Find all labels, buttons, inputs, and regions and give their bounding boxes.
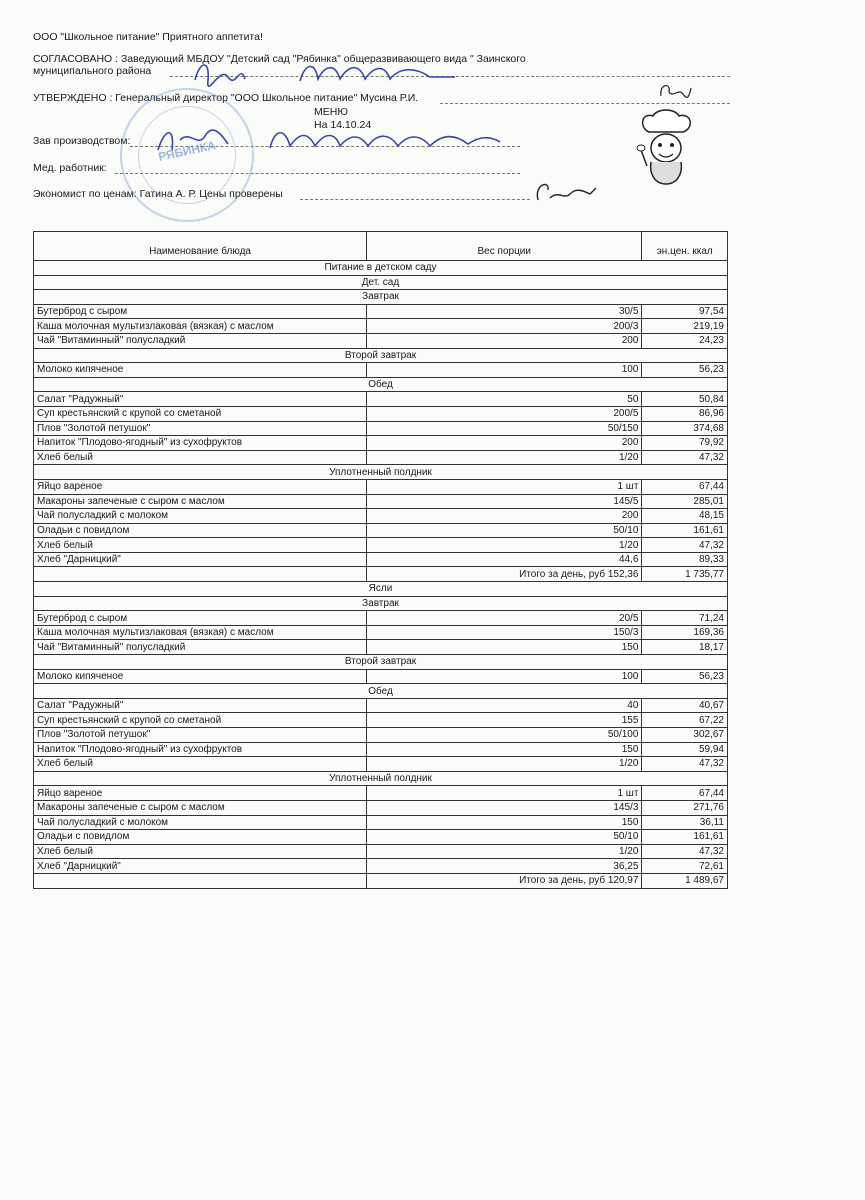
section-row (34, 596, 728, 611)
dish-name: Чай "Витаминный" полусладкий (34, 640, 367, 655)
dish-weight: 50/150 (367, 421, 642, 436)
dish-weight: 50/100 (367, 728, 642, 743)
dish-name: Салат "Радужный" (34, 698, 367, 713)
dish-weight: 50 (367, 392, 642, 407)
section-label: Уплотненный полдник (34, 465, 728, 480)
table-row (34, 450, 728, 465)
dish-kcal: 24,23 (642, 333, 728, 348)
economist-signature (530, 178, 600, 206)
dish-kcal: 79,92 (642, 436, 728, 451)
dish-weight: 145/5 (367, 494, 642, 509)
dish-name: Суп крестьянский с крупой со сметаной (34, 406, 367, 421)
dish-weight: 200/5 (367, 406, 642, 421)
table-row (34, 509, 728, 524)
table-row (34, 611, 728, 626)
section-row (34, 655, 728, 670)
dish-kcal: 285,01 (642, 494, 728, 509)
section-row (34, 684, 728, 699)
section-row (34, 377, 728, 392)
dish-weight: 200 (367, 509, 642, 524)
dish-weight: 100 (367, 363, 642, 378)
dish-kcal: 47,32 (642, 844, 728, 859)
table-row (34, 319, 728, 334)
approved-signature (655, 80, 695, 104)
table-row (34, 523, 728, 538)
table-row (34, 728, 728, 743)
table-row (34, 494, 728, 509)
table-row (34, 625, 728, 640)
dish-name: Напиток "Плодово-ягодный" из сухофруктов (34, 742, 367, 757)
dish-kcal: 271,76 (642, 800, 728, 815)
dish-name: Напиток "Плодово-ягодный" из сухофруктов (34, 436, 367, 451)
table-row (34, 815, 728, 830)
column-header-weight: Вес порции (367, 232, 642, 261)
dish-weight: 36,25 (367, 859, 642, 874)
total-row (34, 567, 728, 582)
dish-kcal: 67,44 (642, 479, 728, 494)
dish-weight: 150/3 (367, 625, 642, 640)
dish-kcal: 97,54 (642, 304, 728, 319)
section-label: Второй завтрак (34, 655, 728, 670)
dish-weight: 1/20 (367, 757, 642, 772)
dish-name: Оладьи с повидлом (34, 830, 367, 845)
dish-name: Яйцо вареное (34, 479, 367, 494)
dish-name: Хлеб белый (34, 450, 367, 465)
column-header-dish: Наименование блюда (34, 232, 367, 261)
agreed-line-1: СОГЛАСОВАНО : Заведующий МБДОУ "Детский сад "Рябинка" общеразвивающего вида " Заинского (33, 53, 526, 65)
dish-kcal: 86,96 (642, 406, 728, 421)
total-row (34, 873, 728, 888)
total-label: Итого за день, руб 120,97 (367, 873, 642, 888)
dish-name: Чай "Витаминный" полусладкий (34, 333, 367, 348)
table-row (34, 800, 728, 815)
dish-kcal: 48,15 (642, 509, 728, 524)
section-label: Уплотненный полдник (34, 771, 728, 786)
table-row (34, 552, 728, 567)
chef-logo-icon (635, 108, 697, 188)
dish-kcal: 36,11 (642, 815, 728, 830)
section-label: Второй завтрак (34, 348, 728, 363)
dish-kcal: 40,67 (642, 698, 728, 713)
section-row (34, 771, 728, 786)
dish-name: Молоко кипяченое (34, 669, 367, 684)
table-row (34, 421, 728, 436)
table-header-row (34, 232, 728, 261)
production-head-label: Зав производством: (33, 135, 131, 147)
table-row (34, 669, 728, 684)
table-row (34, 392, 728, 407)
dish-name: Каша молочная мультизлаковая (вязкая) с маслом (34, 319, 367, 334)
section-label: Завтрак (34, 596, 728, 611)
dish-name: Хлеб белый (34, 844, 367, 859)
dish-kcal: 59,94 (642, 742, 728, 757)
production-head-signature (150, 122, 510, 157)
table-row (34, 479, 728, 494)
table-row (34, 304, 728, 319)
menu-table-body (34, 261, 728, 889)
dish-kcal: 219,19 (642, 319, 728, 334)
dish-name: Бутерброд с сыром (34, 611, 367, 626)
dish-kcal: 47,32 (642, 538, 728, 553)
dish-kcal: 161,61 (642, 830, 728, 845)
section-label: Ясли (34, 582, 728, 597)
menu-date: На 14.10.24 (314, 119, 372, 131)
table-row (34, 333, 728, 348)
column-header-kcal: эн.цен. ккал (642, 232, 728, 261)
dish-name: Плов "Золотой петушок" (34, 421, 367, 436)
dish-weight: 50/10 (367, 523, 642, 538)
economist-line: Экономист по ценам: Гатина А. Р. Цены проверены (33, 188, 283, 200)
section-label: Завтрак (34, 290, 728, 305)
section-row (34, 275, 728, 290)
section-row (34, 290, 728, 305)
dish-name: Салат "Радужный" (34, 392, 367, 407)
dish-name: Макароны запеченые с сыром с маслом (34, 494, 367, 509)
dish-name: Хлеб белый (34, 757, 367, 772)
dish-weight: 1 шт (367, 479, 642, 494)
dish-weight: 30/5 (367, 304, 642, 319)
dish-kcal: 161,61 (642, 523, 728, 538)
dish-kcal: 47,32 (642, 450, 728, 465)
dish-kcal: 50,84 (642, 392, 728, 407)
section-row (34, 465, 728, 480)
dish-kcal: 56,23 (642, 669, 728, 684)
dish-weight: 150 (367, 815, 642, 830)
dish-kcal: 72,61 (642, 859, 728, 874)
dish-weight: 20/5 (367, 611, 642, 626)
table-row (34, 830, 728, 845)
dish-kcal: 18,17 (642, 640, 728, 655)
total-kcal: 1 735,77 (642, 567, 728, 582)
dish-kcal: 374,68 (642, 421, 728, 436)
dish-weight: 1/20 (367, 538, 642, 553)
dish-name: Чай полусладкий с молоком (34, 815, 367, 830)
table-row (34, 713, 728, 728)
table-row (34, 406, 728, 421)
dish-weight: 145/3 (367, 800, 642, 815)
dish-weight: 200 (367, 436, 642, 451)
dish-kcal: 89,33 (642, 552, 728, 567)
approved-line: УТВЕРЖДЕНО : Генеральный директор "ООО Школьное питание" Мусина Р.И. (33, 92, 419, 104)
table-row (34, 859, 728, 874)
medic-label: Мед. работник: (33, 162, 107, 174)
dish-name: Хлеб "Дарницкий" (34, 552, 367, 567)
dish-weight: 1 шт (367, 786, 642, 801)
dish-name: Чай полусладкий с молоком (34, 509, 367, 524)
economist-signature-line (300, 199, 530, 200)
section-label: Обед (34, 377, 728, 392)
section-row (34, 348, 728, 363)
table-row (34, 436, 728, 451)
total-kcal: 1 489,67 (642, 873, 728, 888)
dish-name: Суп крестьянский с крупой со сметаной (34, 713, 367, 728)
dish-weight: 150 (367, 742, 642, 757)
dish-name: Яйцо вареное (34, 786, 367, 801)
section-label: Дет. сад (34, 275, 728, 290)
dish-kcal: 71,24 (642, 611, 728, 626)
section-row (34, 582, 728, 597)
dish-kcal: 56,23 (642, 363, 728, 378)
dish-name: Хлеб "Дарницкий" (34, 859, 367, 874)
table-row (34, 786, 728, 801)
table-row (34, 538, 728, 553)
dish-kcal: 169,36 (642, 625, 728, 640)
agreed-signature (190, 55, 470, 90)
dish-weight: 40 (367, 698, 642, 713)
dish-kcal: 47,32 (642, 757, 728, 772)
menu-table (33, 231, 728, 889)
section-label: Питание в детском саду (34, 261, 728, 276)
dish-weight: 200 (367, 333, 642, 348)
section-label: Обед (34, 684, 728, 699)
dish-weight: 155 (367, 713, 642, 728)
total-label: Итого за день, руб 152,36 (367, 567, 642, 582)
total-empty-cell (34, 873, 367, 888)
dish-name: Бутерброд с сыром (34, 304, 367, 319)
total-empty-cell (34, 567, 367, 582)
dish-name: Плов "Золотой петушок" (34, 728, 367, 743)
dish-weight: 1/20 (367, 844, 642, 859)
table-row (34, 757, 728, 772)
dish-name: Оладьи с повидлом (34, 523, 367, 538)
dish-kcal: 67,22 (642, 713, 728, 728)
dish-name: Каша молочная мультизлаковая (вязкая) с маслом (34, 625, 367, 640)
company-line: ООО "Школьное питание" Приятного аппетита! (33, 31, 263, 43)
dish-weight: 1/20 (367, 450, 642, 465)
stamp-text: РЯБИНКА (157, 138, 217, 164)
dish-name: Макароны запеченые с сыром с маслом (34, 800, 367, 815)
table-row (34, 844, 728, 859)
table-row (34, 742, 728, 757)
table-row (34, 698, 728, 713)
dish-kcal: 67,44 (642, 786, 728, 801)
menu-title: МЕНЮ (314, 106, 348, 118)
agreed-line-2: муниципального района (33, 65, 152, 77)
dish-weight: 50/10 (367, 830, 642, 845)
dish-weight: 150 (367, 640, 642, 655)
dish-weight: 200/3 (367, 319, 642, 334)
table-row (34, 363, 728, 378)
dish-name: Хлеб белый (34, 538, 367, 553)
dish-kcal: 302,67 (642, 728, 728, 743)
table-row (34, 640, 728, 655)
section-row (34, 261, 728, 276)
dish-weight: 100 (367, 669, 642, 684)
dish-weight: 44,6 (367, 552, 642, 567)
dish-name: Молоко кипяченое (34, 363, 367, 378)
